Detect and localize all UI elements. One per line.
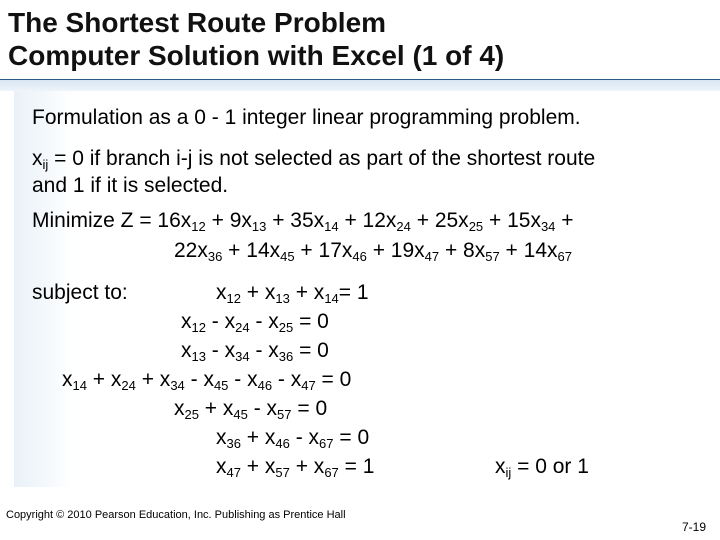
binary-constraint: $x_{ij} = 0$ or 1 [495,455,589,480]
title-band [0,80,720,91]
variable-definition: $x_{ij} = 0$ if branch i-j is not selected as part of the shortest route [32,147,596,172]
constraint-2: $x_{12} - x_{24} - x_{25} = 0$ [181,310,329,335]
constraint-4: $x_{14} + x_{24} + x_{34} - x_{45} - x_{46} - x_{47} = 0$ [62,368,352,393]
constraint-5: $x_{25} + x_{45} - x_{57} = 0$ [174,397,328,422]
variable-definition-cont: and 1 if it is selected. [32,174,229,197]
objective-line-1: Minimize $Z = 16x_{12} + 9x_{13} + 35x_{14} + 12x_{24} + 25x_{25} + 15x_{34}$ + [32,209,574,234]
constraint-7: $x_{47} + x_{57} + x_{67} = 1$ [216,455,375,480]
title-line-1: The Shortest Route Problem [8,7,387,38]
subject-to-label: subject to: [32,281,128,304]
title-line-2: Computer Solution with Excel (1 of 4) [8,40,505,71]
copyright-notice: Copyright © 2010 Pearson Education, Inc. Publishing as Prentice Hall [6,509,346,521]
page-number: 7-19 [681,520,706,534]
formulation-text: Formulation as a 0 - 1 integer linear programming problem. [32,106,581,129]
constraint-6: $x_{36} + x_{46} - x_{67} = 0$ [216,426,370,451]
constraint-3: $x_{13} - x_{34} - x_{36} = 0$ [181,339,329,364]
objective-line-2: $22x_{36} + 14x_{45} + 17x_{46} + 19x_{47} + 8x_{57} + 14x_{67}$ [174,239,572,264]
constraint-1: $x_{12} + x_{13} + x_{14}= 1$ [216,281,369,306]
slide-title [8,6,718,72]
